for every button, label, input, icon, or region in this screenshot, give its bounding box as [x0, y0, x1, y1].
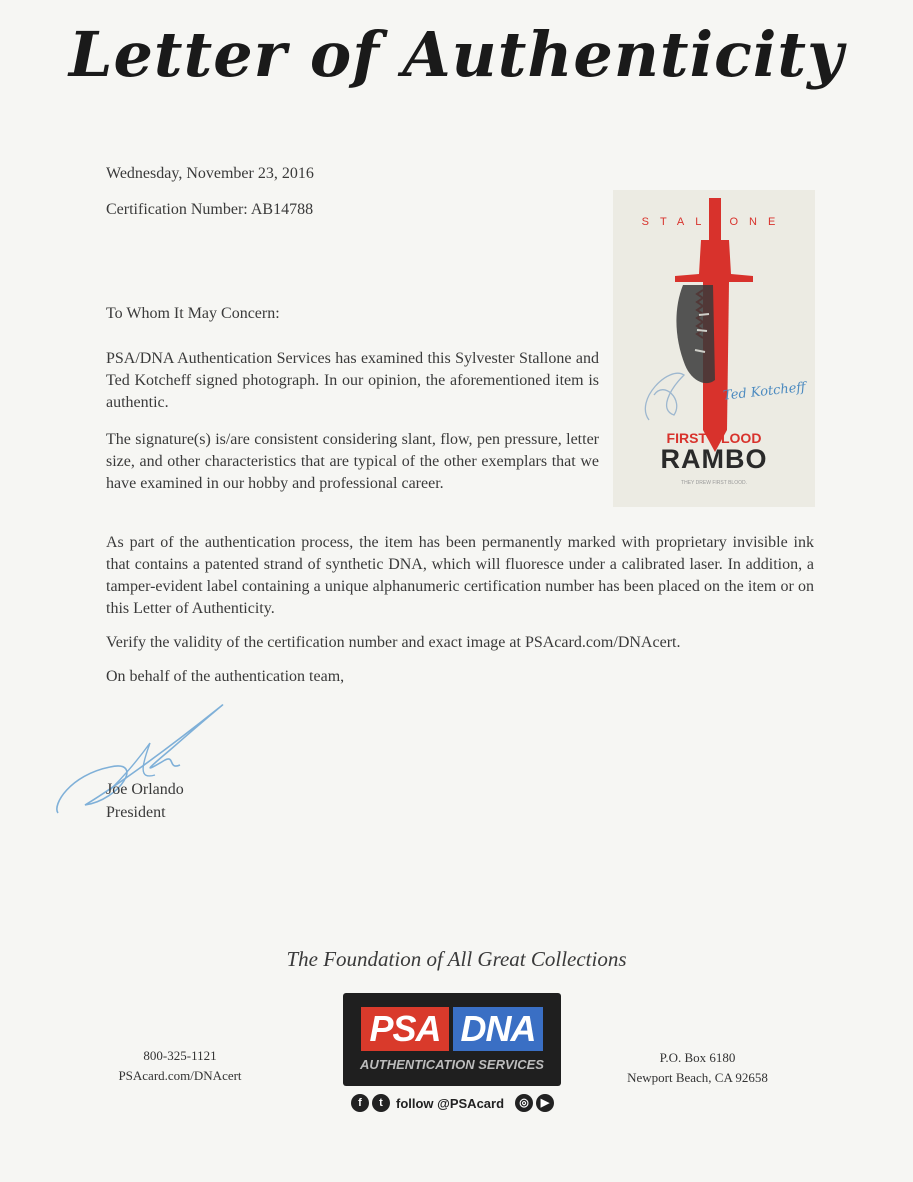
- letter-title: Letter of Authenticity: [68, 18, 845, 91]
- paragraph-examined: PSA/DNA Authentication Services has examined this Sylvester Stallone and Ted Kotcheff signed photograph. In our opinion, the aforementioned item is authentic.: [106, 350, 599, 411]
- stallone-signature: [629, 360, 699, 430]
- twitter-icon[interactable]: t: [372, 1094, 390, 1112]
- follow-text[interactable]: follow @PSAcard: [396, 1096, 505, 1111]
- contact-left: [110, 1046, 250, 1086]
- instagram-icon[interactable]: ◎: [515, 1094, 533, 1112]
- photo-tagline: THEY DREW FIRST BLOOD.: [681, 480, 747, 486]
- phone-number: 800-325-1121: [143, 1048, 217, 1063]
- logo-psa: PSA: [361, 1007, 449, 1051]
- paragraph-verify: Verify the validity of the certification number and exact image at PSAcard.com/DNAcert.: [106, 634, 681, 651]
- psa-dna-logo: [343, 993, 561, 1086]
- social-follow-bar: [343, 1093, 561, 1115]
- contact-right: [615, 1048, 780, 1088]
- closing-line: On behalf of the authentication team,: [106, 668, 345, 685]
- paragraph-signature-consistency: The signature(s) is/are consistent considering slant, flow, pen pressure, letter size, and other characteristics that are typical of the other exemplars that we have examined in our hobby and professional career.: [106, 431, 599, 492]
- certification-number: Certification Number: AB14788: [106, 201, 314, 218]
- signature-joe-orlando: [50, 695, 235, 820]
- signer-title: President: [106, 804, 166, 821]
- signer-name: Joe Orlando: [106, 781, 184, 798]
- signed-photograph: [613, 190, 815, 507]
- salutation: To Whom It May Concern:: [106, 305, 280, 322]
- city-address: Newport Beach, CA 92658: [627, 1070, 768, 1085]
- logo-subtitle: AUTHENTICATION SERVICES: [360, 1057, 544, 1072]
- po-box: P.O. Box 6180: [659, 1050, 736, 1065]
- photo-inscription-signature: Ted Kotcheff: [722, 380, 807, 404]
- photo-title-line1: FIRST BLOOD: [666, 430, 762, 446]
- footer-tagline: The Foundation of All Great Collections: [286, 947, 627, 971]
- facebook-icon[interactable]: f: [351, 1094, 369, 1112]
- website-link[interactable]: PSAcard.com/DNAcert: [118, 1068, 242, 1083]
- letter-date: Wednesday, November 23, 2016: [106, 165, 314, 182]
- photo-title-line2: RAMBO: [660, 444, 768, 474]
- photo-actor-name: STALLONE: [641, 216, 787, 228]
- paragraph-authentication-process: As part of the authentication process, the item has been permanently marked with proprietary invisible ink that contains a patented strand of synthetic DNA, which will fluoresce under a calibrated laser. In addition, a tamper-evident label containing a unique alphanumeric certification number has been placed on the item or on this Letter of Authenticity.: [106, 534, 814, 617]
- youtube-icon[interactable]: ▶: [536, 1094, 554, 1112]
- logo-dna: DNA: [453, 1007, 543, 1051]
